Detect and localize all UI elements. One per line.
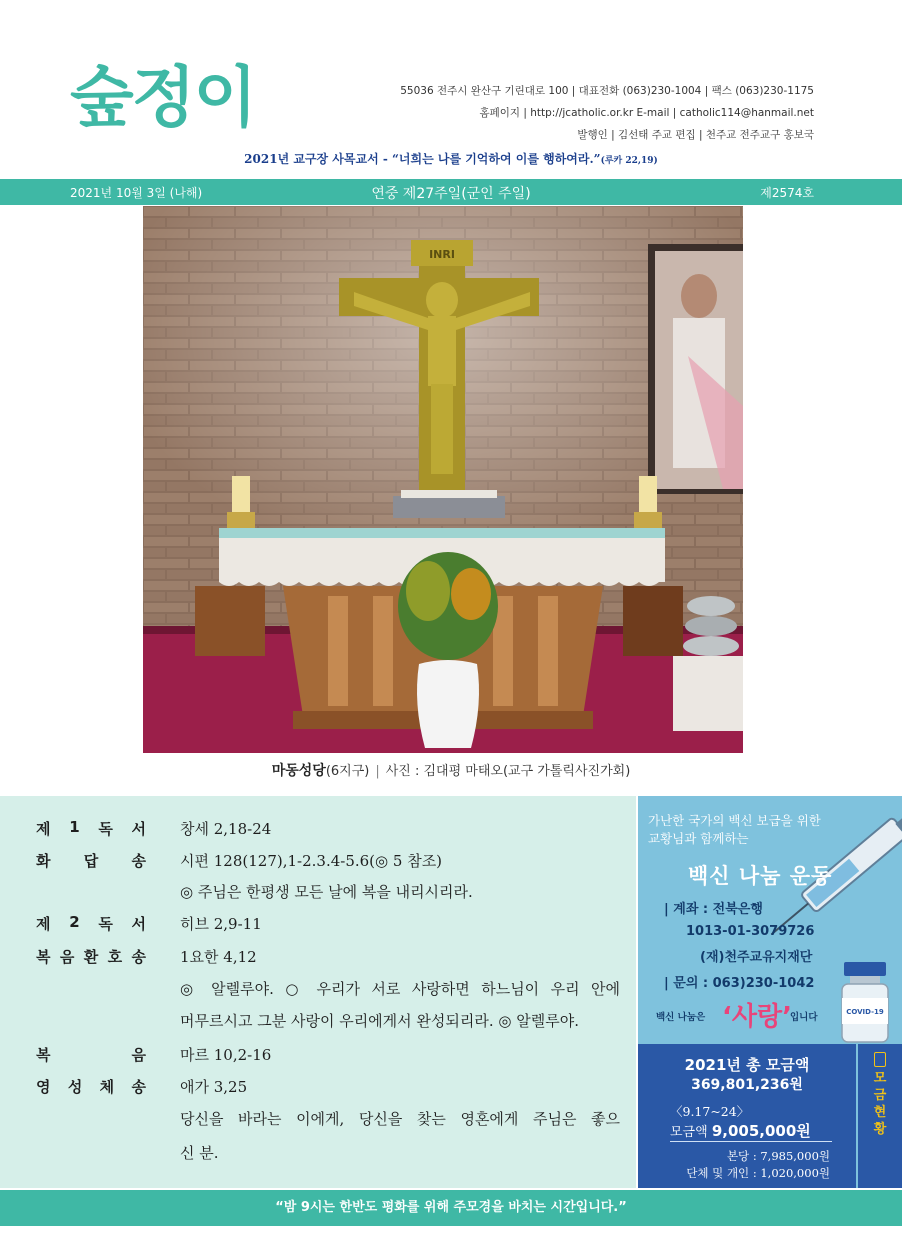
total-amount: 369,801,236원: [691, 1077, 803, 1093]
side-label-char: 황: [873, 1122, 887, 1137]
reading-label-char: 제: [36, 915, 51, 933]
side-label-char: 현: [873, 1105, 887, 1120]
caption-separator: |: [375, 764, 380, 779]
inri-sign: INRI: [429, 248, 455, 261]
reading-label-char: 송: [131, 948, 146, 966]
caption-church: 마동성당: [271, 763, 326, 779]
status-side-tab: [858, 1044, 902, 1188]
reading-label-char: 화: [36, 852, 51, 870]
publisher-line: 발행인 | 김선태 주교 편집 | 천주교 전주교구 홍보국: [577, 129, 814, 141]
campaign-title: 백신 나눔 운동: [688, 864, 833, 888]
side-label-char: 모: [873, 1071, 887, 1086]
cover-photo: [143, 206, 743, 753]
liturgical-sunday: 연중 제27주일(군인 주일): [371, 186, 531, 202]
reading-label-char: 송: [131, 1078, 146, 1096]
reading-reference: 마르 10,2-16: [180, 1046, 272, 1064]
reading-reference: 애가 3,25: [180, 1078, 248, 1096]
issue-number: 제2574호: [760, 186, 814, 200]
reading-text: 신 분.: [180, 1144, 219, 1162]
readings-panel: [0, 796, 636, 1188]
reading-label-char: 1: [69, 818, 80, 836]
group-amount: 단체 및 개인 : 1,020,000원: [686, 1166, 830, 1180]
account-number: 1013-01-3079726: [686, 924, 815, 939]
reading-text: ◎ 알렐루야. ○ 우리가 서로 사랑하면 하느님이 우리 안에: [180, 980, 620, 998]
altar-illustration: [143, 206, 743, 753]
web-line: 홈페이지 | http://jcatholic.or.kr E-mail | catholic114@hanmail.net: [479, 107, 814, 119]
pastoral-motto: [0, 150, 902, 167]
reading-label-char: 서: [131, 915, 146, 933]
logo: [70, 56, 300, 140]
motto-text: 2021년 교구장 사목교서 - “너희는 나를 기억하여 이를 행하여라.”: [244, 152, 601, 166]
parish-amount: 본당 : 7,985,000원: [726, 1149, 830, 1163]
week-amount-row: [670, 1120, 811, 1141]
love-suffix: 입니다: [790, 1012, 818, 1023]
reading-label-char: 제: [36, 820, 51, 838]
reading-label-char: 영: [36, 1078, 51, 1096]
reading-label-char: 성: [67, 1078, 83, 1096]
reading-text: ◎ 주님은 한평생 모든 날에 복을 내리시리라.: [180, 883, 473, 901]
week-label: 모금액: [670, 1125, 708, 1140]
reading-label-char: 독: [98, 820, 113, 838]
side-label: [858, 1070, 902, 1138]
reading-label-char: 체: [99, 1078, 115, 1096]
caption-district: (6지구): [325, 764, 370, 779]
inquiry-phone: | 문의 : 063)230-1042: [664, 976, 815, 991]
vaccine-campaign-panel: [638, 796, 902, 1188]
motto-reference: (루카 22,19): [600, 156, 658, 166]
reading-label: [36, 913, 146, 934]
reading-label-char: 음: [59, 948, 75, 966]
issue-date: 2021년 10월 3일 (나해): [70, 186, 203, 200]
reading-label-char: 독: [98, 915, 113, 933]
reading-label-char: 송: [131, 852, 146, 870]
vial-label: COVID-19: [846, 1008, 884, 1016]
reading-label: [36, 1076, 146, 1097]
amount-divider: [670, 1141, 832, 1142]
date-bar: [0, 179, 902, 205]
reading-reference: 창세 2,18-24: [180, 820, 272, 838]
reading-label-char: 복: [36, 948, 51, 966]
campaign-sub1: 가난한 국가의 백신 보급을 위한: [648, 813, 821, 828]
campaign-subtitle: [648, 812, 821, 848]
week-amount: 9,005,000원: [711, 1122, 811, 1140]
fundraising-status: [638, 1044, 856, 1188]
reading-label-char: 2: [69, 913, 80, 931]
reading-label-char: 서: [131, 820, 146, 838]
clipboard-icon: [874, 1052, 886, 1067]
caption-credit: 사진 : 김대평 마태오(교구 가톨릭사진가회): [385, 764, 631, 779]
reading-text: 당신을 바라는 이에게, 당신을 찾는 영혼에게 주님은 좋으: [180, 1110, 620, 1128]
address-line: 55036 전주시 완산구 기린대로 100 | 대표전화 (063)230-1004 | 팩스 (063)230-1175: [400, 85, 814, 97]
reading-label-char: 음: [131, 1046, 146, 1064]
reading-text: 머무르시고 그분 사랑이 우리에게서 완성되리라. ◎ 알렐루야.: [180, 1012, 579, 1030]
reading-label-char: 호: [107, 948, 123, 966]
logo-text: 숲정이: [70, 59, 256, 136]
account-label: | 계좌 : 전북은행: [664, 902, 763, 917]
side-label-char: 금: [873, 1088, 887, 1103]
reading-reference: 시편 128(127),1-2.3.4-5.6(◎ 5 참조): [180, 852, 443, 870]
vaccine-vial-icon: [838, 962, 892, 1044]
footer-banner: “밤 9시는 한반도 평화를 위해 주모경을 바치는 시간입니다.”: [0, 1190, 902, 1226]
campaign-sub2: 교황님과 함께하는: [648, 831, 749, 846]
reading-reference: 히브 2,9-11: [180, 915, 262, 933]
love-word: ‘사랑’: [722, 1002, 792, 1032]
publication-info: [400, 80, 814, 146]
love-prefix: 백신 나눔은: [656, 1012, 706, 1023]
account-holder: (재)천주교유지재단: [700, 950, 813, 965]
reading-label: [36, 1044, 146, 1065]
photo-caption: [0, 760, 902, 780]
reading-label-char: 복: [36, 1046, 51, 1064]
reading-label: [36, 818, 146, 839]
total-title: 2021년 총 모금액: [684, 1056, 810, 1074]
reading-label-char: 답: [83, 852, 99, 870]
reading-label-char: 환: [83, 948, 99, 966]
reading-label: [36, 850, 146, 871]
week-period: 〈9.17~24〉: [670, 1104, 750, 1119]
reading-reference: 1요한 4,12: [180, 948, 257, 966]
reading-label: [36, 946, 146, 967]
